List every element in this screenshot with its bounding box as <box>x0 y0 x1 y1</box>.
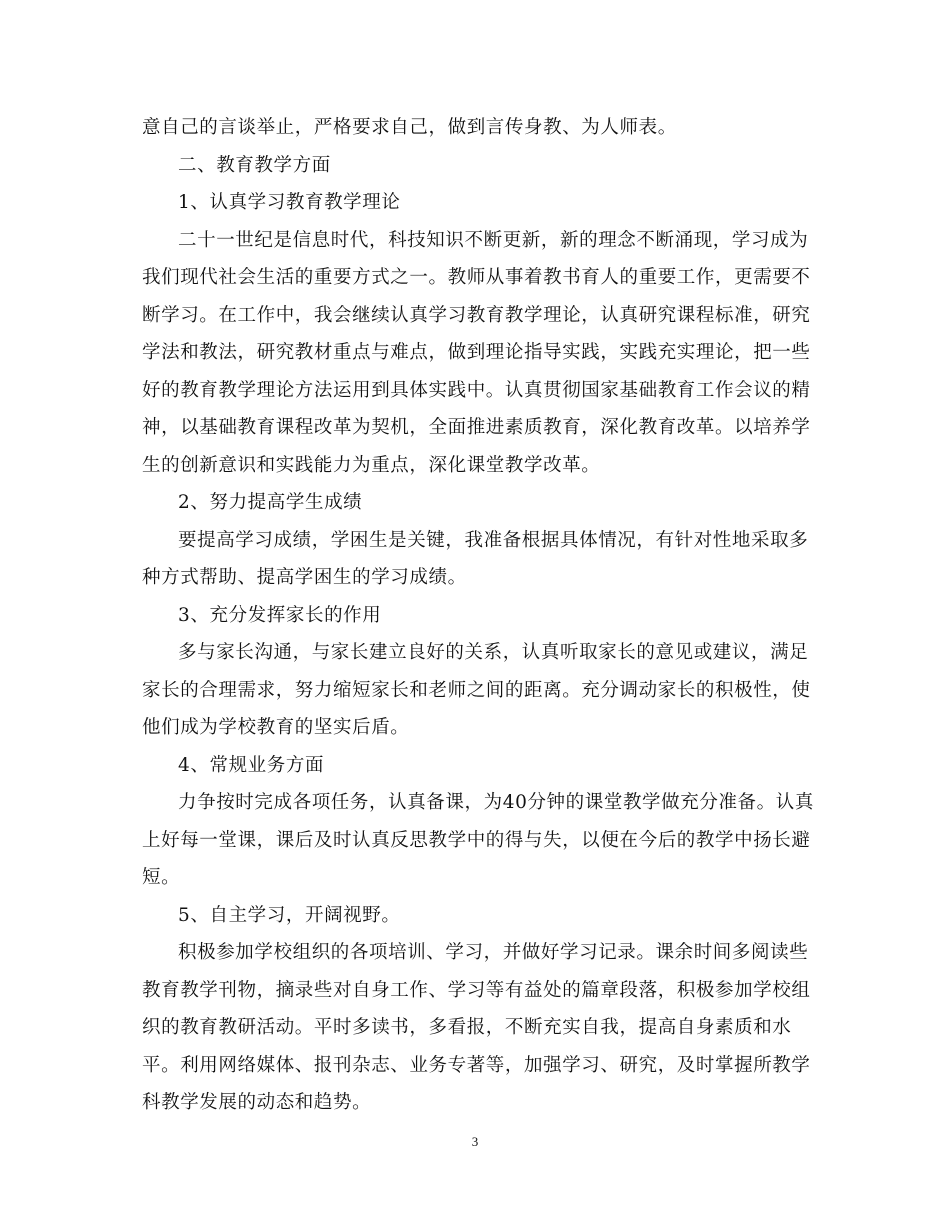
body-text-line: 意自己的言谈举止，严格要求自己，做到言传身教、为人师表。 <box>142 117 677 138</box>
paragraph-first-line: 力争按时完成各项任务，认真备课，为40分钟的课堂教学做充分准备。认真 <box>178 792 814 813</box>
section-heading: 二、教育教学方面 <box>178 154 331 176</box>
subsection-heading: 5、自主学习，开阔视野。 <box>178 904 401 926</box>
subsection-heading: 1、认真学习教育教学理论 <box>178 192 401 213</box>
subsection-heading: 3、充分发挥家长的作用 <box>178 604 382 626</box>
body-text-line: 断学习。在工作中，我会继续认真学习教育教学理论，认真研究课程标准，研究 <box>142 304 811 326</box>
body-text-line: 织的教育教研活动。平时多读书，多看报，不断充实自我，提高自身素质和水 <box>142 1017 792 1038</box>
body-text-line: 好的教育教学理论方法运用到具体实践中。认真贯彻国家基础教育工作会议的精 <box>142 379 811 401</box>
paragraph-first-line: 积极参加学校组织的各项培训、学习，并做好学习记录。课余时间多阅读些 <box>178 942 809 963</box>
paragraph-first-line: 多与家长沟通，与家长建立良好的关系，认真听取家长的意见或建议，满足 <box>178 642 809 663</box>
body-text-line: 神，以基础教育课程改革为契机，全面推进素质教育，深化教育改革。以培养学 <box>142 417 811 438</box>
body-text-line: 平。利用网络媒体、报刊杂志、业务专著等，加强学习、研究，及时掌握所教学 <box>142 1054 811 1076</box>
body-text-line: 种方式帮助、提高学困生的学习成绩。 <box>142 567 467 588</box>
body-text-line: 家长的合理需求，努力缩短家长和老师之间的距离。充分调动家长的积极性，使 <box>142 679 811 701</box>
subsection-heading: 2、努力提高学生成绩 <box>178 492 363 513</box>
body-text-line: 学法和教法，研究教材重点与难点，做到理论指导实践，实践充实理论，把一些 <box>142 342 811 363</box>
body-text-line: 短。 <box>142 867 181 888</box>
body-text-line: 科教学发展的动态和趋势。 <box>142 1092 372 1113</box>
body-text-line: 我们现代社会生活的重要方式之一。教师从事着教书育人的重要工作，更需要不 <box>142 267 811 288</box>
body-text-line: 上好每一堂课，课后及时认真反思教学中的得与失，以便在今后的教学中扬长避 <box>142 829 811 851</box>
body-text-line: 教育教学刊物，摘录些对自身工作、学习等有益处的篇章段落，积极参加学校组 <box>142 979 811 1001</box>
paragraph-first-line: 要提高学习成绩，学困生是关键，我准备根据具体情况，有针对性地采取多 <box>178 529 809 551</box>
paragraph-first-line: 二十一世纪是信息时代，科技知识不断更新，新的理念不断涌现，学习成为 <box>178 229 809 251</box>
page-number: 3 <box>471 1134 479 1149</box>
body-text-line: 生的创新意识和实践能力为重点，深化课堂教学改革。 <box>142 454 601 476</box>
subsection-heading: 4、常规业务方面 <box>178 754 325 776</box>
body-text-line: 他们成为学校教育的坚实后盾。 <box>142 717 410 738</box>
